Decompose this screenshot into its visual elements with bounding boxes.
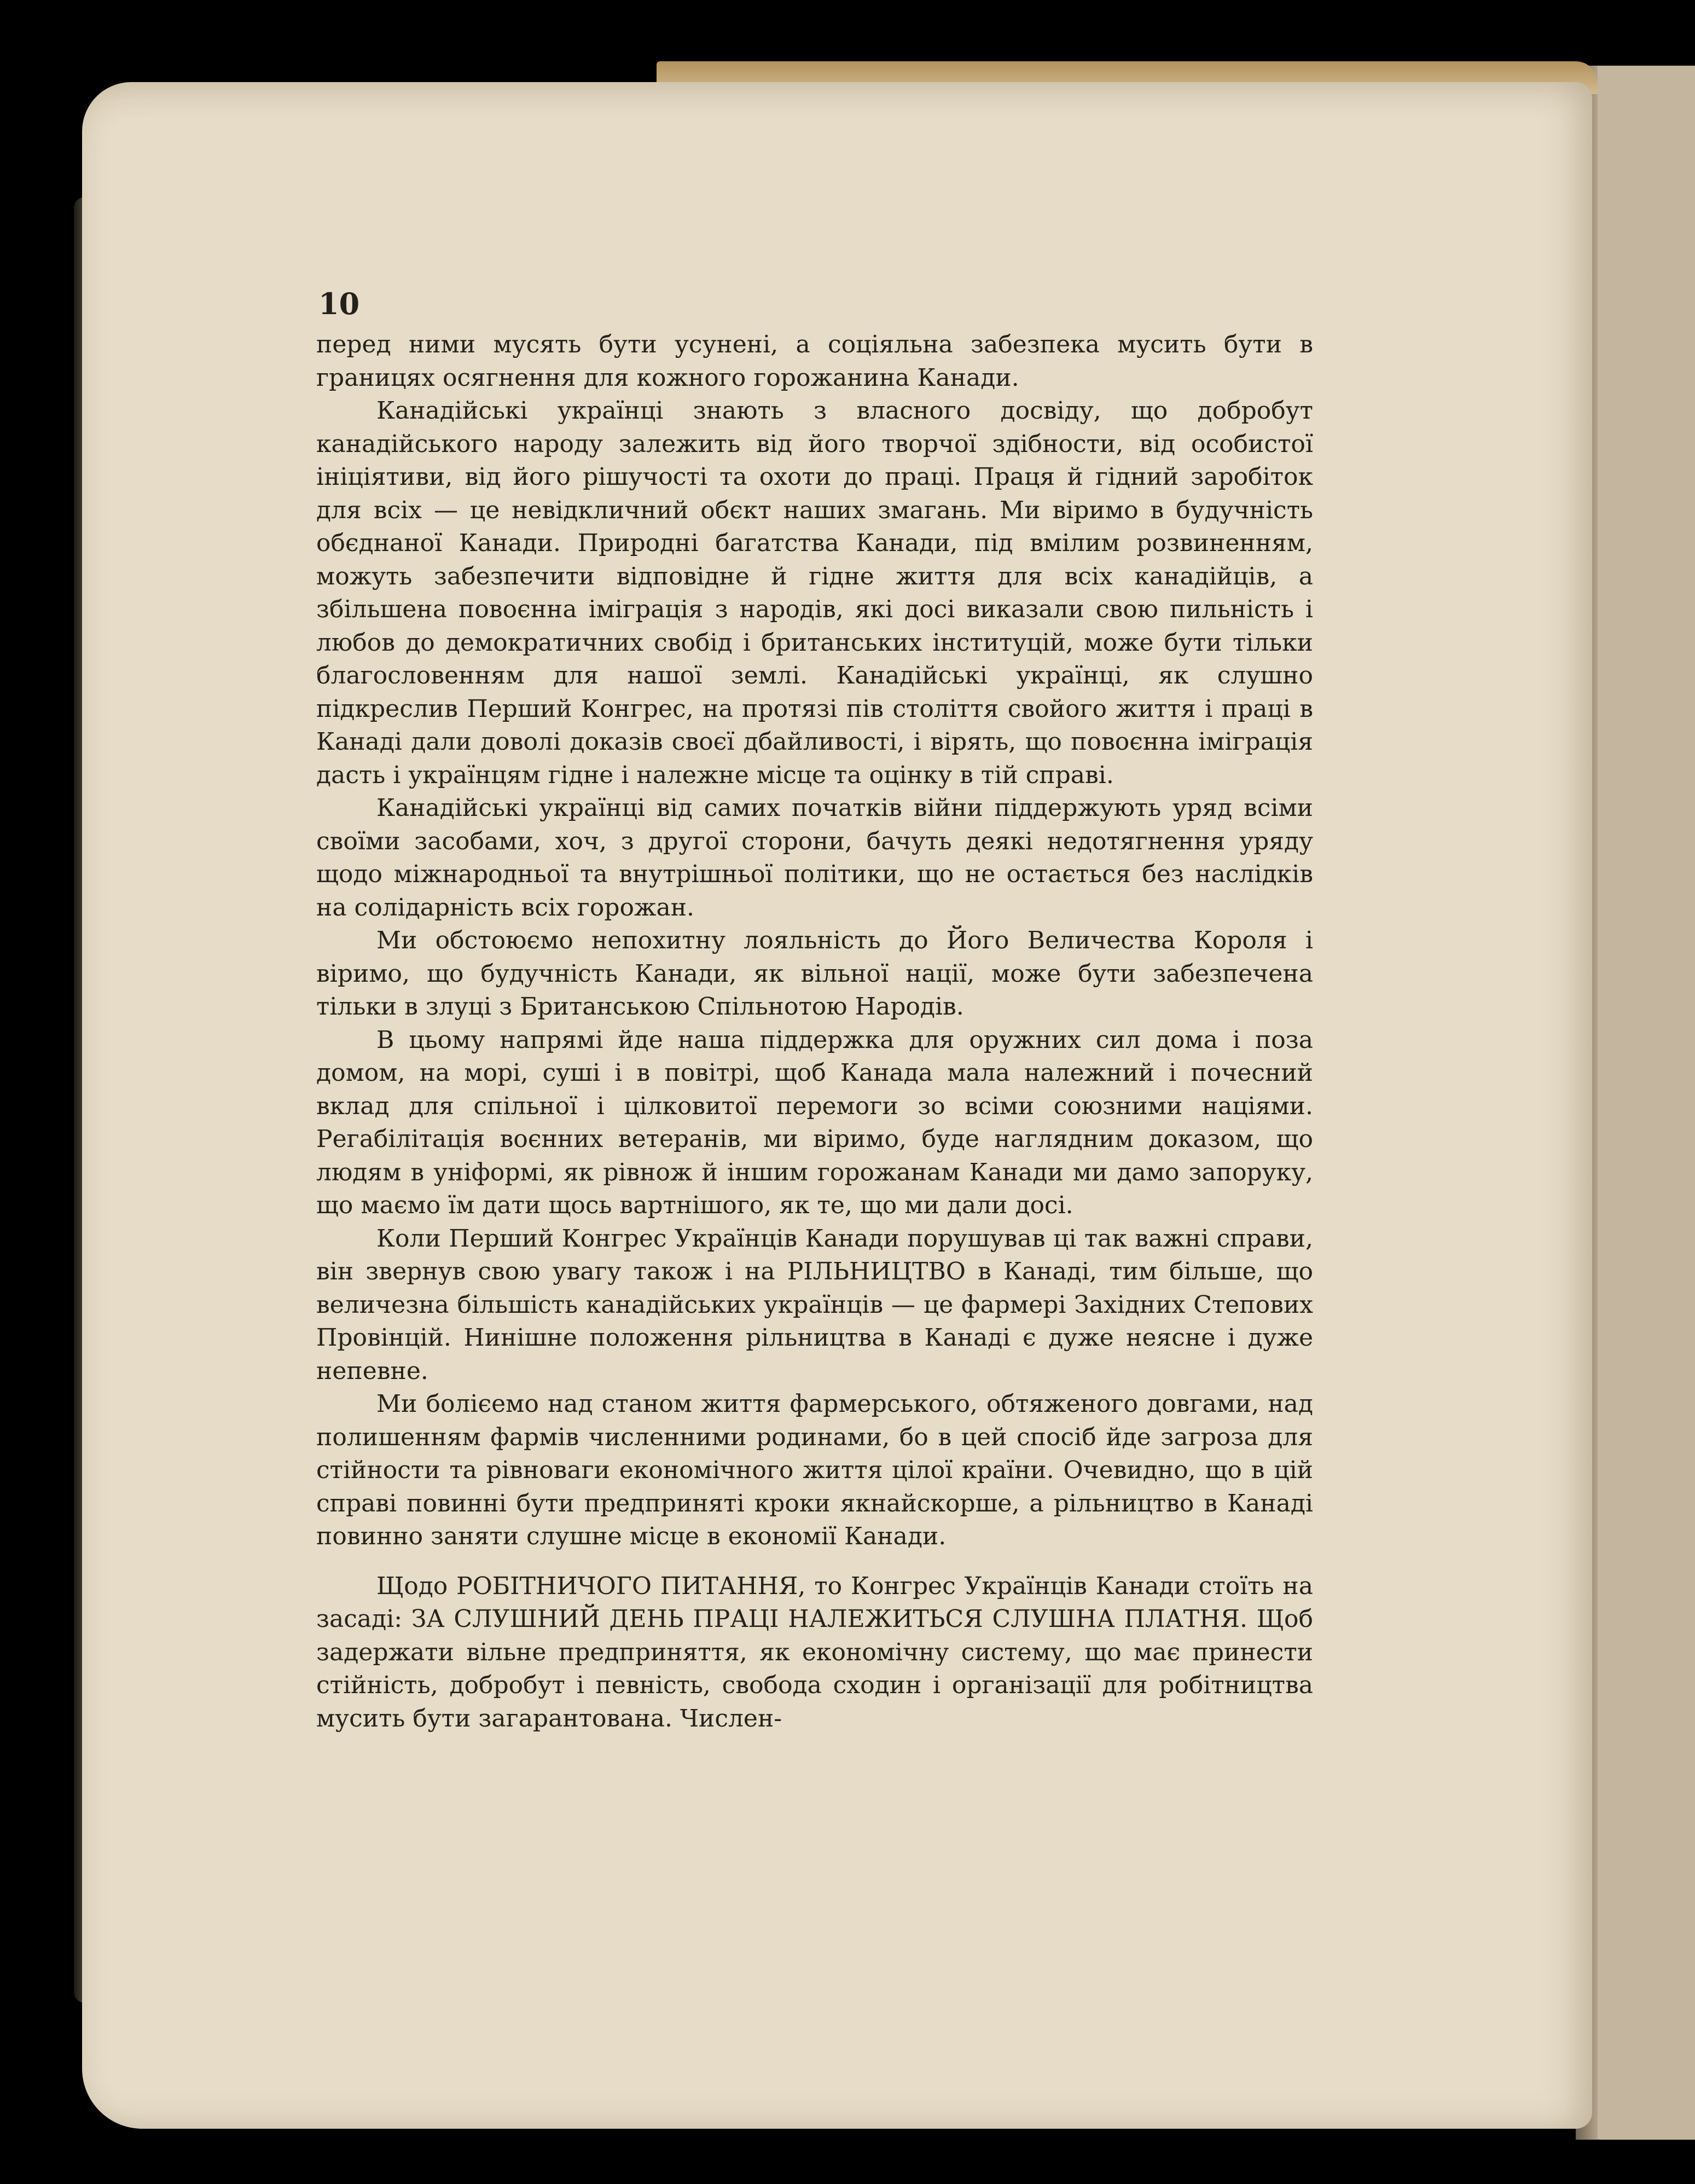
paragraph: Ми обстоюємо непохитну лояльність до Його Величества Короля і віримо, що будучність Канади, як вільної нації, може бути забезпечена тільки в злуці з Британською Спільнотою Народів.: [316, 926, 1313, 1021]
paragraph: Коли Перший Конгрес Українців Канади порушував ці так важні справи, він звернув свою увагу також і на РІЛЬНИЦТВО в Канаді, тим більше, що величезна більшість канадійських українців — це фармері Західних Степових Провінцій. Нинішне положення рільництва в Канаді є дуже неясне і дуже непевне.: [316, 1224, 1313, 1385]
paragraph: перед ними мусять бути усунені, а соціяльна забезпека мусить бути в границях осягнення для кожного горожанина Канади.: [316, 331, 1313, 392]
paragraph: Ми болієемо над станом життя фармерського, обтяженого довгами, над полишенням фармів численними родинами, бо в цей спосіб йде загроза для стійности та рівноваги економічного життя цілої країни. Очевидно, що в цій справі повинні бути предприняті кроки якнайскорше, а рільництво в Канаді повинно заняти слушне місце в економії Канади.: [316, 1390, 1313, 1550]
paragraph: Канадійські українці від самих початків війни піддержують уряд всіми своїми засобами, хоч, з другої сторони, бачуть деякі недотягнення уряду щодо міжнародньої та внутрішньої політики, що не остається без наслідків на солідарність всіх горожан.: [316, 794, 1313, 922]
paragraph: Щодо РОБІТНИЧОГО ПИТАННЯ, то Конгрес Українців Канади стоїть на засаді: ЗА СЛУШНИЙ ДЕНЬ ПРАЦІ НАЛЕЖИТЬСЯ СЛУШНА ПЛАТНЯ. Щоб задержати вільне предприняття, як економічну систему, що має принести стійність, добробут і певність, свобода сходин і організації для робітництва мусить бути загарантована. Числен-: [316, 1572, 1313, 1733]
page-body-text: [316, 328, 1313, 1735]
paragraph: В цьому напрямі йде наша піддержка для оружних сил дома і поза домом, на морі, суші і в повітрі, щоб Канада мала належний і почесний вклад для спільної і цілковитої перемоги зо всіми союзними націями. Регабілітація воєнних ветеранів, ми віримо, буде наглядним доказом, що людям в уніформі, як рівнож й іншим горожанам Канади ми дамо запоруку, що маємо їм дати щось вартнішого, як те, що ми дали досі.: [316, 1026, 1313, 1219]
page-number: 10: [318, 286, 360, 321]
paragraph: Канадійські українці знають з власного досвіду, що добробут канадійського народу залежить від його творчої здібности, від особистої ініціятиви, від його рішучості та охоти до праці. Праця й гідний заробіток для всіх — це невідкличний обєкт наших змагань. Ми віримо в будучність обєднаної Канади. Природні багатства Канади, під вмілим розвиненням, можуть забезпечити відповідне й гідне життя для всіх канадійців, а збільшена повоєнна іміграція з народів, які досі виказали свою пильність і любов до демократичних свобід і британських інституцій, може бути тільки благословенням для нашої землі. Канадійські українці, як слушно підкреслив Перший Конгрес, на протязі пів століття свойого життя і праці в Канаді дали доволі доказів своєї дбайливості, і вірять, що повоєнна іміграція дасть і українцям гідне і належне місце та оцінку в тій справі.: [316, 397, 1313, 789]
